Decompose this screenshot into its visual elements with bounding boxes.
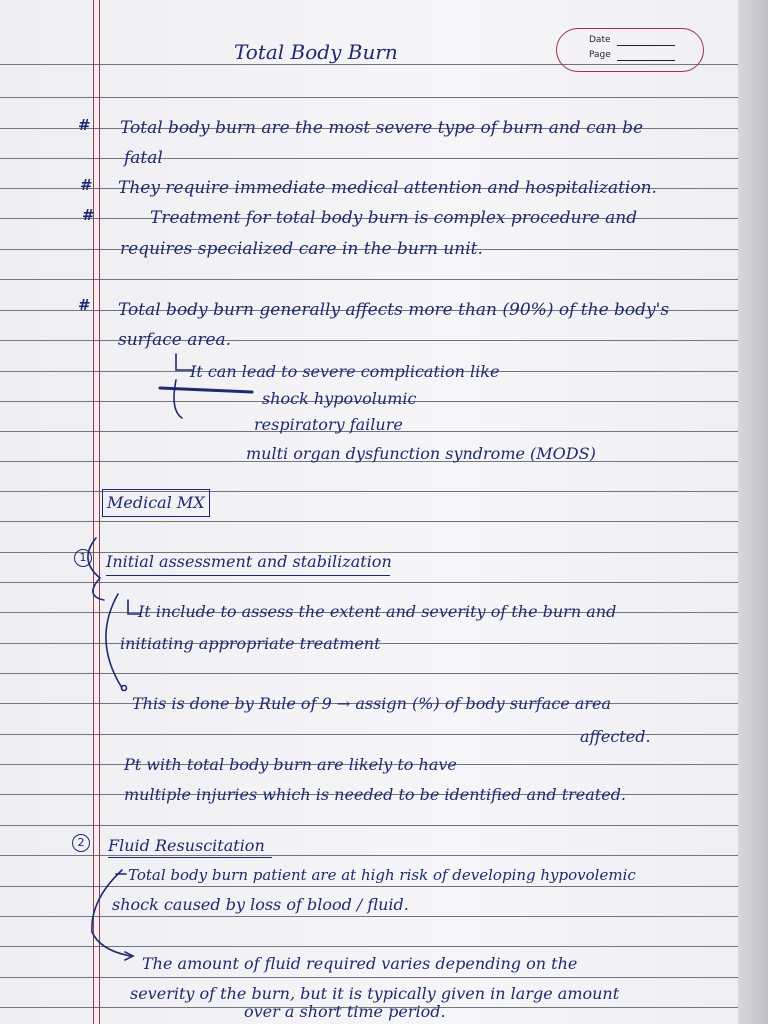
page-title: Total Body Burn [234, 40, 398, 64]
para-line: Total body burn are the most severe type of burn and can be [120, 118, 644, 138]
bracket-stroke [106, 594, 122, 688]
section-line: This is done by Rule of 9 → assign (%) of body surface area [132, 694, 612, 713]
section-line: shock caused by loss of blood / fluid. [112, 895, 409, 914]
bracket-stroke [92, 870, 130, 956]
para-line: Total body burn generally affects more than (90%) of the body's [118, 300, 670, 320]
complication-item: respiratory failure [254, 415, 403, 434]
section-line: The amount of fluid required varies depending on the [142, 954, 578, 973]
section-line: Pt with total body burn are likely to have [124, 755, 457, 774]
hash-bullet: # [82, 206, 95, 224]
section-line: affected. [580, 727, 651, 746]
arrow-stroke [176, 354, 192, 370]
arrow-dot [122, 686, 127, 691]
section-title: Fluid Resuscitation [108, 836, 265, 855]
hash-bullet: # [80, 176, 93, 194]
para-line: requires specialized care in the burn unit. [120, 239, 483, 259]
para-line: They require immediate medical attention and hospitalization. [118, 178, 657, 198]
date-label: Date [589, 35, 611, 45]
section-line: multiple injuries which is needed to be identified and treated. [124, 785, 627, 804]
section-number: 2 [72, 834, 90, 852]
section-line: Total body burn patient are at high risk of developing hypovolemic [128, 866, 636, 884]
hash-bullet: # [78, 116, 91, 134]
complication-item: shock hypovolumic [262, 389, 417, 408]
complication-intro: It can lead to severe complication like [190, 362, 500, 381]
section-line: severity of the burn, but it is typically given in large amount [130, 984, 620, 1003]
section-title: Initial assessment and stabilization [106, 552, 392, 571]
flow-stroke [88, 538, 104, 600]
para-line: fatal [124, 148, 163, 168]
complication-item: multi organ dysfunction syndrome (MODS) [246, 444, 596, 463]
section-line: It include to assess the extent and severity of the burn and [138, 602, 617, 621]
section-number: 1 [74, 549, 92, 567]
para-line: Treatment for total body burn is complex procedure and [150, 208, 638, 228]
bracket-stroke [174, 380, 182, 418]
section-heading: Medical MX [102, 489, 210, 517]
para-line: surface area. [118, 330, 232, 350]
hash-bullet: # [78, 296, 91, 314]
arrow-stroke [128, 600, 140, 614]
page-label: Page [589, 50, 611, 60]
section-line: over a short time period. [244, 1002, 446, 1021]
section-line: initiating appropriate treatment [120, 634, 381, 653]
